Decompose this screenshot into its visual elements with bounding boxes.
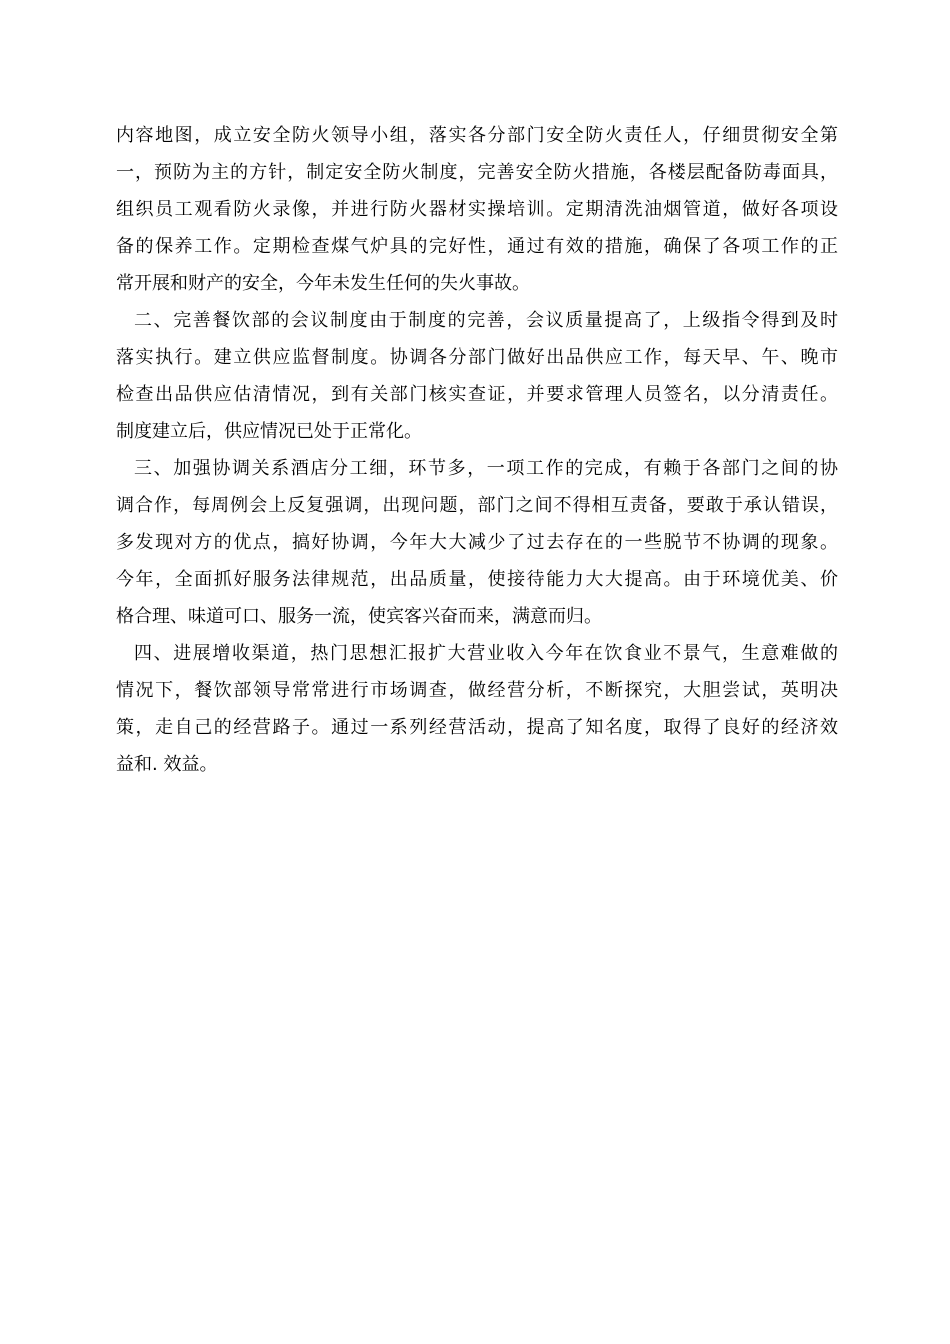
text-line: 一，预防为主的方针，制定安全防火制度，完善安全防火措施，各楼层配备防毒面具， — [116, 162, 838, 183]
text-line: 调合作，每周例会上反复强调，出现问题，部门之间不得相互责备，要敢于承认错误， — [116, 495, 838, 516]
document-body — [116, 117, 838, 783]
paragraph-revenue-channels — [116, 635, 838, 783]
text-line: 落实执行。建立供应监督制度。协调各分部门做好出品供应工作，每天早、午、晚市 — [116, 347, 838, 368]
text-line: 备的保养工作。定期检查煤气炉具的完好性，通过有效的措施，确保了各项工作的正 — [116, 236, 838, 257]
text-line: 四、进展增收渠道，热门思想汇报扩大营业收入今年在饮食业不景气，生意难做的 — [134, 643, 838, 664]
text-line: 多发现对方的优点，搞好协调，今年大大减少了过去存在的一些脱节不协调的现象。 — [116, 532, 838, 553]
text-line: 今年，全面抓好服务法律规范，出品质量，使接待能力大大提高。由于环境优美、价 — [116, 569, 838, 590]
text-line: 二、完善餐饮部的会议制度由于制度的完善，会议质量提高了，上级指令得到及时 — [134, 310, 838, 331]
text-line: 组织员工观看防火录像，并进行防火器材实操培训。定期清洗油烟管道，做好各项设 — [116, 199, 838, 220]
text-line: 制度建立后，供应情况已处于正常化。 — [116, 421, 422, 442]
text-line: 情况下，餐饮部领导常常进行市场调查，做经营分析，不断探究，大胆尝试，英明决 — [116, 680, 838, 701]
text-line: 三、加强协调关系酒店分工细，环节多，一项工作的完成，有赖于各部门之间的协 — [134, 458, 838, 479]
text-line: 检查出品供应估清情况，到有关部门核实查证，并要求管理人员签名，以分清责任。 — [116, 384, 838, 405]
paragraph-meeting-system — [116, 302, 838, 450]
text-line: 益和. 效益。 — [116, 754, 218, 775]
text-line: 常开展和财产的安全，今年未发生任何的失火事故。 — [116, 273, 530, 294]
text-line: 策，走自己的经营路子。通过一系列经营活动，提高了知名度，取得了良好的经济效 — [116, 717, 838, 738]
paragraph-coordination — [116, 450, 838, 635]
paragraph-fire-safety — [116, 117, 838, 302]
text-line: 格合理、味道可口、服务一流，使宾客兴奋而来，满意而归。 — [116, 606, 602, 627]
text-line: 内容地图，成立安全防火领导小组，落实各分部门安全防火责任人，仔细贯彻安全第 — [116, 125, 838, 146]
